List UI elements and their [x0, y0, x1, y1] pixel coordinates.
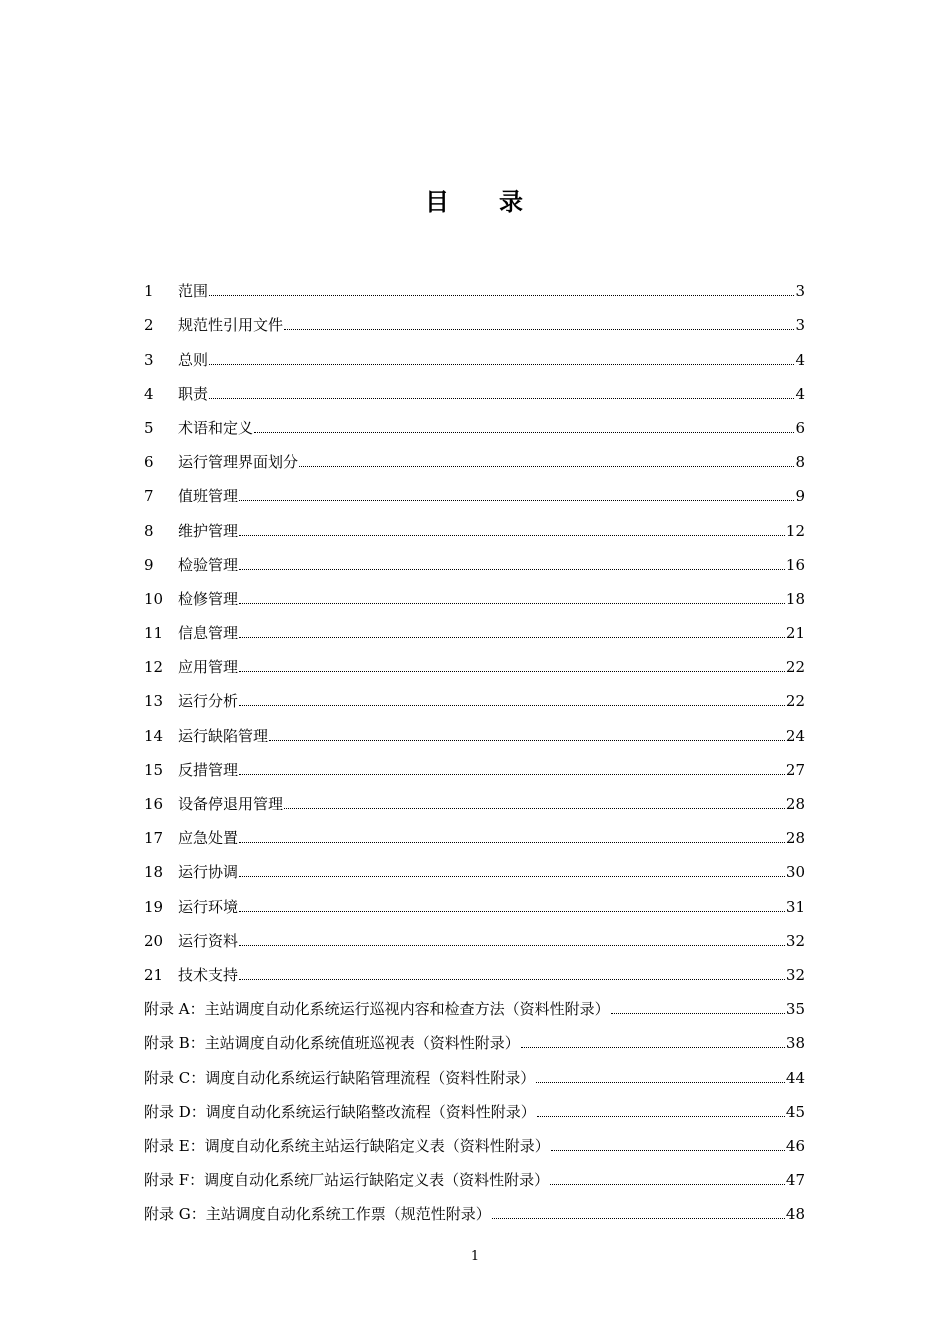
- toc-entry[interactable]: [144, 745, 805, 779]
- toc-entry-label: 检验管理: [178, 555, 239, 574]
- toc-appendix-page: 47: [785, 1171, 805, 1190]
- toc-entry-label: 运行缺陷管理: [178, 726, 269, 745]
- toc-entry[interactable]: [144, 950, 805, 984]
- toc-entry-page: 27: [785, 760, 805, 779]
- toc-entry-number: 20: [144, 931, 164, 950]
- dot-leader: [239, 876, 785, 877]
- dot-leader: [239, 911, 785, 912]
- toc-appendix-entry[interactable]: [144, 1189, 805, 1223]
- dot-leader: [239, 637, 785, 638]
- toc-entry-number: 5: [144, 418, 154, 437]
- dot-leader: [209, 398, 794, 399]
- toc-entry[interactable]: [144, 881, 805, 915]
- toc-entry[interactable]: [144, 847, 805, 881]
- toc-entry-page: 18: [785, 589, 805, 608]
- toc-appendix-label: 附录 G：主站调度自动化系统工作票（规范性附录）: [144, 1205, 491, 1224]
- toc-entry[interactable]: [144, 574, 805, 608]
- dot-leader: [537, 1116, 785, 1117]
- toc-entry[interactable]: [144, 266, 805, 300]
- dot-leader: [239, 774, 785, 775]
- toc-entry[interactable]: [144, 779, 805, 813]
- toc-appendix-label: 附录 D：调度自动化系统运行缺陷整改流程（资料性附录）: [144, 1102, 536, 1121]
- toc-entry-number: 9: [144, 555, 154, 574]
- toc-appendix-page: 48: [785, 1205, 805, 1224]
- toc-appendix-entry[interactable]: [144, 1155, 805, 1189]
- toc-entry-number: 3: [144, 350, 154, 369]
- dot-leader: [239, 671, 785, 672]
- toc-entry[interactable]: [144, 437, 805, 471]
- toc-entry-number: 15: [144, 760, 164, 779]
- toc-entry-label: 运行分析: [178, 692, 239, 711]
- toc-appendix-label: 附录 E：调度自动化系统主站运行缺陷定义表（资料性附录）: [144, 1136, 550, 1155]
- toc-entry-label: 设备停退用管理: [178, 795, 284, 813]
- page-title: [0, 182, 950, 217]
- dot-leader: [239, 535, 785, 536]
- toc-entry-label: 信息管理: [178, 624, 239, 643]
- toc-entry-number: 16: [144, 795, 164, 813]
- toc-entry-number: 10: [144, 589, 164, 608]
- toc-entry[interactable]: [144, 642, 805, 676]
- toc-entry-page: 28: [785, 795, 805, 813]
- dot-leader: [551, 1150, 785, 1151]
- toc-entry[interactable]: [144, 334, 805, 368]
- toc-entry-number: 19: [144, 897, 164, 916]
- toc-appendix-page: 35: [785, 1000, 805, 1019]
- toc-entry-label: 维护管理: [178, 521, 239, 540]
- toc-entry-label: 范围: [178, 282, 209, 301]
- toc-entry-label: 运行环境: [178, 897, 239, 916]
- toc-entry-label: 技术支持: [178, 965, 239, 984]
- toc-entry[interactable]: [144, 916, 805, 950]
- dot-leader: [492, 1218, 785, 1219]
- dot-leader: [209, 295, 794, 296]
- dot-leader: [239, 945, 785, 946]
- toc-entry-label: 应用管理: [178, 658, 239, 677]
- toc-entry-number: 21: [144, 965, 164, 984]
- toc-entry[interactable]: [144, 505, 805, 539]
- toc-entry-number: 11: [144, 624, 164, 643]
- dot-leader: [550, 1184, 785, 1185]
- toc-entry[interactable]: [144, 676, 805, 710]
- toc-entry-page: 21: [785, 624, 805, 643]
- dot-leader: [269, 740, 785, 741]
- toc-appendix-page: 46: [785, 1136, 805, 1155]
- toc-list: [144, 266, 805, 1223]
- dot-leader: [284, 329, 794, 330]
- dot-leader: [254, 432, 794, 433]
- toc-appendix-entry[interactable]: [144, 1121, 805, 1155]
- dot-leader: [239, 842, 785, 843]
- toc-entry-page: 24: [785, 726, 805, 745]
- toc-entry-page: 3: [795, 282, 805, 301]
- toc-entry-label: 规范性引用文件: [178, 316, 284, 335]
- toc-entry-page: 22: [785, 658, 805, 677]
- toc-entry-label: 总则: [178, 350, 209, 369]
- toc-appendix-label: 附录 F：调度自动化系统厂站运行缺陷定义表（资料性附录）: [144, 1171, 550, 1190]
- toc-entry[interactable]: [144, 369, 805, 403]
- toc-appendix-page: 45: [785, 1102, 805, 1121]
- toc-entry-page: 4: [795, 384, 805, 403]
- toc-entry-label: 运行协调: [178, 863, 239, 882]
- dot-leader: [299, 466, 794, 467]
- toc-entry[interactable]: [144, 710, 805, 744]
- toc-appendix-label: 附录 A：主站调度自动化系统运行巡视内容和检查方法（资料性附录）: [144, 1000, 610, 1019]
- toc-entry-number: 6: [144, 453, 154, 472]
- toc-entry-page: 32: [785, 931, 805, 950]
- toc-entry-label: 应急处置: [178, 829, 239, 848]
- dot-leader: [611, 1013, 785, 1014]
- title-char-2: 录: [499, 188, 525, 216]
- toc-entry[interactable]: [144, 403, 805, 437]
- toc-entry-label: 职责: [178, 384, 209, 403]
- toc-entry[interactable]: [144, 471, 805, 505]
- toc-entry-number: 4: [144, 384, 154, 403]
- toc-entry-page: 3: [795, 316, 805, 335]
- toc-entry-label: 值班管理: [178, 487, 239, 506]
- dot-leader: [536, 1082, 785, 1083]
- toc-entry-page: 9: [795, 487, 805, 506]
- toc-appendix-page: 38: [785, 1034, 805, 1053]
- toc-entry-label: 检修管理: [178, 589, 239, 608]
- toc-entry[interactable]: [144, 813, 805, 847]
- toc-entry-label: 运行资料: [178, 931, 239, 950]
- toc-entry-number: 17: [144, 829, 164, 848]
- toc-entry-page: 28: [785, 829, 805, 848]
- toc-entry-number: 2: [144, 316, 154, 335]
- page-number: 1: [470, 1249, 480, 1264]
- toc-entry-page: 12: [785, 521, 805, 540]
- toc-appendix-entry[interactable]: [144, 1087, 805, 1121]
- toc-appendix-entry[interactable]: [144, 1018, 805, 1052]
- toc-appendix-label: 附录 B：主站调度自动化系统值班巡视表（资料性附录）: [144, 1034, 520, 1053]
- dot-leader: [239, 705, 785, 706]
- toc-entry-label: 术语和定义: [178, 418, 254, 437]
- toc-appendix-page: 44: [785, 1068, 805, 1087]
- title-char-1: 目: [425, 188, 451, 216]
- toc-entry-page: 32: [785, 965, 805, 984]
- toc-entry[interactable]: [144, 300, 805, 334]
- toc-entry-number: 14: [144, 726, 164, 745]
- toc-appendix-entry[interactable]: [144, 984, 805, 1018]
- toc-entry-page: 4: [795, 350, 805, 369]
- toc-entry-page: 31: [785, 897, 805, 916]
- toc-entry-number: 7: [144, 487, 154, 506]
- dot-leader: [239, 569, 785, 570]
- dot-leader: [209, 364, 794, 365]
- dot-leader: [284, 808, 785, 809]
- dot-leader: [521, 1047, 785, 1048]
- toc-entry-number: 18: [144, 863, 164, 882]
- toc-appendix-label: 附录 C：调度自动化系统运行缺陷管理流程（资料性附录）: [144, 1068, 536, 1087]
- toc-entry-number: 12: [144, 658, 164, 677]
- toc-entry-page: 6: [795, 418, 805, 437]
- toc-entry-page: 30: [785, 863, 805, 882]
- toc-entry-number: 1: [144, 282, 154, 301]
- toc-entry-page: 16: [785, 555, 805, 574]
- dot-leader: [239, 603, 785, 604]
- toc-entry-number: 13: [144, 692, 164, 711]
- toc-entry-label: 运行管理界面划分: [178, 453, 299, 472]
- toc-entry-label: 反措管理: [178, 760, 239, 779]
- toc-entry-page: 22: [785, 692, 805, 711]
- toc-appendix-entry[interactable]: [144, 1052, 805, 1086]
- toc-entry-number: 8: [144, 521, 154, 540]
- toc-entry[interactable]: [144, 540, 805, 574]
- dot-leader: [239, 979, 785, 980]
- toc-entry-page: 8: [795, 453, 805, 472]
- toc-entry[interactable]: [144, 608, 805, 642]
- dot-leader: [239, 500, 794, 501]
